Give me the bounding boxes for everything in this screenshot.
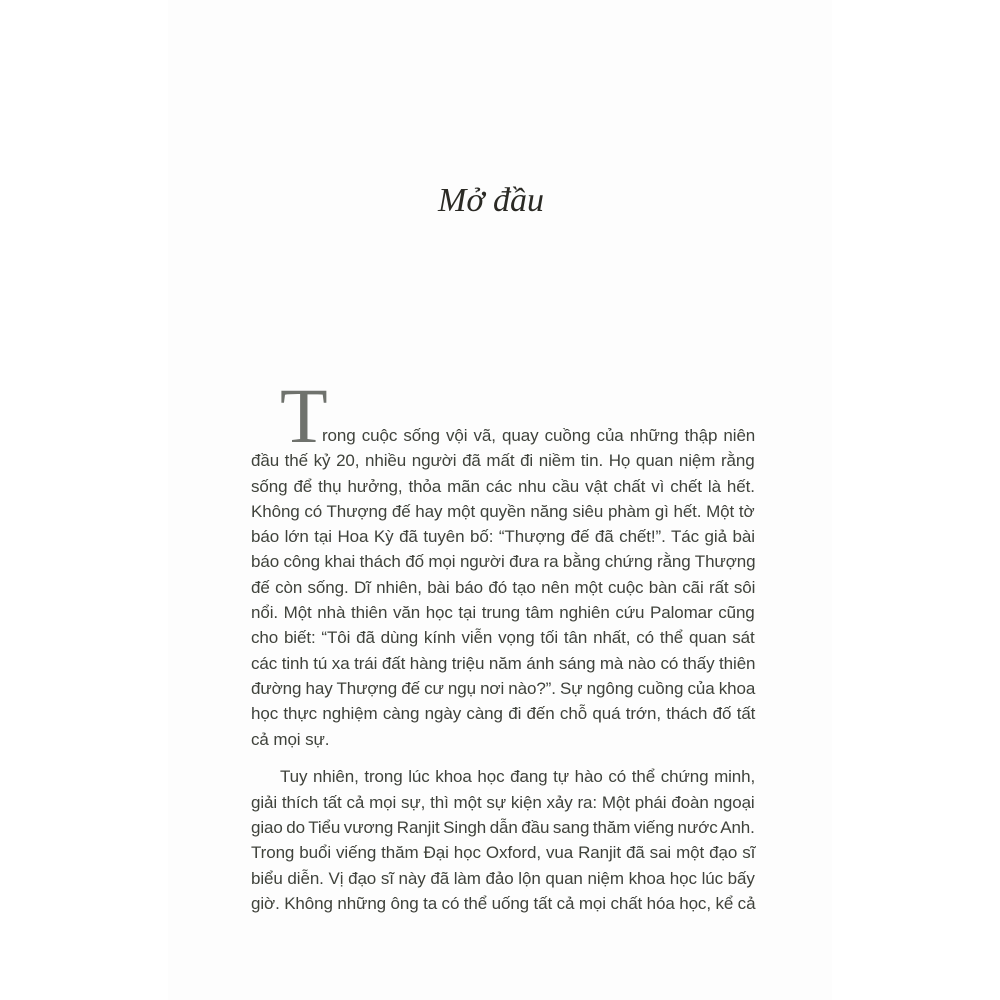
text-line-content: đầu thế kỷ 20, nhiều người đã mất đi niềm tin. Họ quan niệm rằng (251, 451, 755, 471)
text-line-content: giao do Tiểu vương Ranjit Singh dẫn đầu sang thăm viếng nước Anh. (251, 818, 755, 838)
text-line (251, 600, 755, 625)
text-line (251, 790, 755, 815)
text-line (251, 625, 755, 650)
text-line-content: học thực nghiệm càng ngày càng đi đến chỗ quá trớn, thách đố tất (251, 704, 756, 724)
text-line (251, 840, 755, 865)
text-line (251, 549, 755, 574)
text-line (251, 575, 755, 600)
text-line (251, 701, 755, 726)
text-line-content: giờ. Không những ông ta có thể uống tất cả mọi chất hóa học, kể cả (251, 893, 756, 913)
text-line (251, 815, 755, 840)
text-line (251, 727, 755, 752)
text-line-content: sống để thụ hưởng, thỏa mãn các nhu cầu vật chất vì chết là hết. (251, 476, 755, 496)
text-line-content: cho biết: “Tôi đã dùng kính viễn vọng tối tân nhất, có thể quan sát (251, 628, 755, 648)
text-line-content: đế còn sống. Dĩ nhiên, bài báo đó tạo nên một cuộc bàn cãi rất sôi (251, 577, 756, 597)
text-line-content: cả mọi sự. (251, 729, 330, 749)
text-column (251, 372, 756, 916)
text-line (251, 524, 755, 549)
text-line-content: biểu diễn. Vị đạo sĩ này đã làm đảo lộn quan niệm khoa học lúc bấy (251, 868, 755, 888)
text-line-content: các tinh tú xa trái đất hàng triệu năm ánh sáng mà nào có thấy thiên (251, 653, 756, 673)
text-line (251, 651, 755, 676)
paragraph-2 (251, 764, 755, 916)
text-line-content: giải thích tất cả mọi sự, thì một sự kiện xảy ra: Một phái đoàn ngoại (251, 792, 755, 812)
text-line-content: đường hay Thượng đế cư ngụ nơi nào?”. Sự ngông cuồng của khoa (251, 678, 756, 698)
text-line (251, 891, 755, 916)
text-line-content: nổi. Một nhà thiên văn học tại trung tâm nghiên cứu Palomar cũng (251, 603, 755, 623)
text-line-content: Trong buổi viếng thăm Đại học Oxford, vua Ranjit đã sai một đạo sĩ (251, 843, 756, 863)
text-line (251, 474, 755, 499)
text-line-content: Tuy nhiên, trong lúc khoa học đang tự hào có thể chứng minh, (280, 767, 756, 787)
text-line (251, 866, 755, 891)
text-line-content: rong cuộc sống vội vã, quay cuồng của những thập niên (322, 426, 756, 445)
text-line (251, 764, 755, 789)
chapter-title: Mở đầu (438, 182, 544, 219)
text-line-content: báo công khai thách đố mọi người đưa ra bằng chứng rằng Thượng (251, 552, 756, 572)
text-line-content: báo lớn tại Hoa Kỳ đã tuyên bố: “Thượng đế đã chết!”. Tác giả bài (251, 527, 755, 547)
text-line (251, 499, 755, 524)
text-line-content: Không có Thượng đế hay một quyền năng siêu phàm gì hết. Một tờ (251, 501, 755, 521)
text-line (251, 676, 755, 701)
paragraph-1 (251, 423, 755, 752)
drop-cap-letter: T (280, 372, 328, 459)
